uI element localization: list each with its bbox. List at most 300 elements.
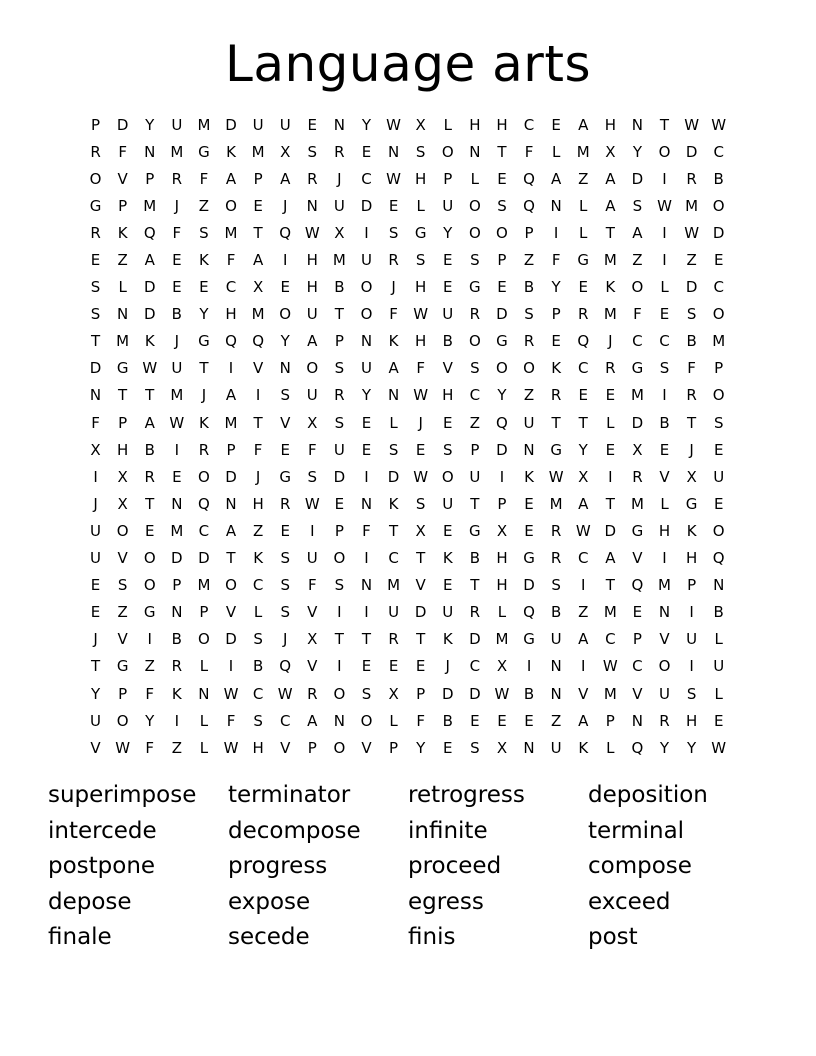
grid-letter: V <box>632 684 643 703</box>
grid-letter: Q <box>712 549 725 568</box>
grid-letter: T <box>90 332 101 351</box>
grid-letter: E <box>551 332 561 351</box>
grid-letter: I <box>147 630 152 649</box>
grid-letter: K <box>171 684 182 703</box>
grid-letter: I <box>499 467 505 486</box>
grid-letter: R <box>90 142 101 161</box>
grid-letter: E <box>713 251 724 270</box>
grid-letter: A <box>280 169 291 188</box>
grid-letter: S <box>686 305 697 324</box>
grid-letter: V <box>659 467 670 486</box>
grid-letter: O <box>712 521 725 540</box>
grid-letter: R <box>605 359 616 378</box>
grid-letter: Q <box>143 223 156 242</box>
grid-letter: Z <box>171 738 182 757</box>
grid-letter: P <box>118 684 128 703</box>
grid-letter: L <box>579 223 588 242</box>
grid-letter: V <box>117 549 128 568</box>
grid-letter: K <box>442 630 453 649</box>
grid-letter: J <box>93 630 98 649</box>
grid-letter: F <box>118 142 127 161</box>
grid-letter: W <box>711 738 727 757</box>
grid-letter: H <box>306 278 318 297</box>
grid-letter: S <box>280 576 290 595</box>
grid-letter: M <box>603 305 617 324</box>
grid-letter: P <box>687 576 697 595</box>
grid-letter: U <box>550 630 562 649</box>
grid-letter: R <box>307 169 318 188</box>
grid-letter: S <box>361 684 372 703</box>
grid-letter: M <box>224 223 238 242</box>
grid-letter: U <box>252 115 264 134</box>
grid-letter: K <box>226 142 236 161</box>
grid-letter: C <box>469 657 481 676</box>
grid-letter: M <box>197 115 211 134</box>
grid-letter: B <box>713 603 724 622</box>
grid-letter: T <box>497 142 507 161</box>
grid-letter: O <box>468 196 481 215</box>
word-bank-item: decompose <box>228 817 361 844</box>
grid-letter: U <box>306 549 318 568</box>
grid-letter: B <box>334 278 345 297</box>
grid-letter: W <box>277 684 293 703</box>
grid-letter: I <box>255 386 261 405</box>
word-bank-item: progress <box>228 853 328 879</box>
grid-letter: B <box>523 684 535 703</box>
grid-letter: O <box>279 305 292 324</box>
grid-letter: I <box>662 251 667 270</box>
grid-letter: T <box>334 305 344 324</box>
grid-letter: E <box>361 440 372 459</box>
grid-letter: S <box>497 196 507 215</box>
grid-letter: Q <box>252 332 265 351</box>
grid-letter: Y <box>416 738 426 757</box>
grid-letter: M <box>332 251 346 270</box>
grid-letter: F <box>389 305 398 324</box>
grid-letter: E <box>144 521 155 540</box>
grid-letter: G <box>496 332 508 351</box>
grid-letter: D <box>116 115 129 134</box>
grid-letter: N <box>171 603 183 622</box>
grid-letter: N <box>550 684 562 703</box>
grid-letter: O <box>306 359 319 378</box>
grid-letter: X <box>496 521 508 540</box>
grid-letter: Y <box>199 305 209 324</box>
grid-letter: F <box>145 738 155 757</box>
grid-letter: E <box>90 603 101 622</box>
grid-letter: M <box>658 576 671 595</box>
grid-letter: J <box>201 386 207 405</box>
grid-letter: I <box>337 603 342 622</box>
word-bank-item: deposition <box>588 782 708 808</box>
grid-letter: P <box>118 413 128 432</box>
grid-letter: D <box>225 630 237 649</box>
grid-letter: I <box>581 576 586 595</box>
grid-letter: N <box>171 494 183 513</box>
grid-letter: M <box>630 494 644 513</box>
grid-letter: Y <box>659 738 670 757</box>
grid-letter: M <box>170 521 184 540</box>
grid-letter: K <box>388 332 399 351</box>
grid-letter: U <box>279 115 291 134</box>
grid-letter: P <box>605 711 615 730</box>
grid-letter: Z <box>632 251 643 270</box>
grid-letter: S <box>443 440 453 459</box>
grid-letter: A <box>144 413 155 432</box>
grid-letter: H <box>442 386 454 405</box>
grid-letter: N <box>225 494 237 513</box>
word-bank-item: post <box>588 924 638 950</box>
grid-letter: B <box>171 630 182 649</box>
grid-letter: E <box>415 440 426 459</box>
grid-letter: S <box>415 494 426 513</box>
grid-letter: C <box>659 332 670 351</box>
grid-letter: L <box>389 711 398 730</box>
grid-letter: T <box>199 359 209 378</box>
word-bank-item: egress <box>408 888 484 915</box>
grid-letter: T <box>470 494 480 513</box>
grid-letter: D <box>523 576 535 595</box>
grid-letter: N <box>360 494 373 513</box>
grid-letter: E <box>443 278 453 297</box>
grid-letter: O <box>468 223 481 242</box>
grid-letter: R <box>550 386 562 405</box>
grid-letter: N <box>713 576 725 595</box>
grid-letter: U <box>171 115 183 134</box>
grid-letter: D <box>469 684 481 703</box>
grid-letter: S <box>307 142 318 161</box>
grid-letter: Z <box>578 169 589 188</box>
grid-letter: M <box>170 142 184 161</box>
grid-letter: M <box>603 684 617 703</box>
grid-letter: O <box>631 278 644 297</box>
grid-letter: X <box>117 467 128 486</box>
grid-letter: Y <box>443 223 453 242</box>
grid-letter: X <box>496 738 508 757</box>
grid-letter: E <box>443 521 453 540</box>
grid-letter: L <box>199 657 209 676</box>
grid-letter: V <box>90 738 101 757</box>
grid-letter: T <box>253 223 263 242</box>
grid-letter: D <box>685 278 698 297</box>
grid-letter: J <box>282 630 288 649</box>
grid-letter: S <box>334 576 345 595</box>
grid-letter: B <box>659 413 670 432</box>
grid-letter: O <box>441 467 454 486</box>
grid-letter: S <box>90 305 101 324</box>
grid-letter: U <box>171 359 183 378</box>
grid-letter: D <box>496 440 508 459</box>
grid-letter: L <box>253 603 263 622</box>
grid-letter: D <box>604 521 617 540</box>
grid-letter: Q <box>496 413 508 432</box>
grid-letter: R <box>279 494 291 513</box>
grid-letter: O <box>116 521 129 540</box>
grid-letter: Y <box>551 278 561 297</box>
grid-letter: H <box>604 115 616 134</box>
grid-letter: C <box>713 142 724 161</box>
grid-letter: S <box>90 278 101 297</box>
grid-letter: Z <box>523 251 535 270</box>
grid-letter: H <box>415 332 427 351</box>
grid-letter: M <box>143 196 157 215</box>
grid-letter: A <box>388 359 399 378</box>
grid-letter: K <box>253 549 264 568</box>
grid-letter: R <box>659 711 670 730</box>
grid-letter: T <box>416 630 426 649</box>
grid-letter: T <box>687 413 697 432</box>
grid-letter: S <box>388 223 399 242</box>
grid-letter: L <box>579 196 588 215</box>
grid-letter: Y <box>361 115 372 134</box>
grid-letter: E <box>524 494 534 513</box>
grid-letter: P <box>497 494 507 513</box>
grid-letter: K <box>388 494 399 513</box>
grid-letter: I <box>662 549 667 568</box>
grid-letter: P <box>145 169 155 188</box>
grid-letter: S <box>280 549 290 568</box>
grid-letter: F <box>307 440 317 459</box>
grid-letter: C <box>361 169 372 188</box>
grid-letter: O <box>658 657 671 676</box>
grid-letter: B <box>252 657 264 676</box>
grid-letter: N <box>658 603 671 622</box>
grid-letter: R <box>171 657 183 676</box>
grid-letter: S <box>253 711 263 730</box>
grid-letter: H <box>252 494 264 513</box>
grid-letter: H <box>117 440 129 459</box>
word-bank-item: proceed <box>408 853 502 879</box>
word-bank-item: depose <box>48 888 132 915</box>
grid-letter: N <box>469 142 481 161</box>
grid-letter: I <box>282 251 288 270</box>
grid-letter: F <box>551 251 561 270</box>
grid-letter: M <box>224 413 238 432</box>
grid-letter: H <box>252 738 264 757</box>
grid-letter: L <box>606 738 615 757</box>
grid-letter: R <box>388 251 399 270</box>
grid-letter: V <box>632 549 643 568</box>
grid-letter: N <box>333 711 345 730</box>
grid-letter: L <box>389 413 398 432</box>
grid-letter: Q <box>577 332 590 351</box>
grid-letter: Q <box>523 169 535 188</box>
grid-letter: A <box>225 169 237 188</box>
grid-letter: L <box>714 630 723 649</box>
grid-letter: E <box>199 278 209 297</box>
grid-letter: J <box>282 196 288 215</box>
grid-letter: A <box>605 196 616 215</box>
grid-letter: O <box>468 332 481 351</box>
grid-letter: W <box>142 359 158 378</box>
grid-letter: P <box>118 196 128 215</box>
grid-letter: J <box>337 169 342 188</box>
grid-letter: O <box>360 278 373 297</box>
grid-letter: W <box>223 684 239 703</box>
grid-letter: N <box>523 440 535 459</box>
grid-letter: G <box>577 251 590 270</box>
grid-letter: Y <box>90 684 101 703</box>
grid-letter: X <box>90 440 101 459</box>
grid-letter: K <box>524 467 534 486</box>
grid-letter: W <box>684 223 700 242</box>
grid-letter: U <box>523 413 535 432</box>
word-bank-item: superimpose <box>48 782 197 808</box>
grid-letter: F <box>226 711 236 730</box>
grid-letter: I <box>608 467 613 486</box>
grid-letter: R <box>388 630 399 649</box>
grid-letter: R <box>469 305 481 324</box>
grid-letter: G <box>414 223 427 242</box>
word-bank-item: terminal <box>588 817 685 844</box>
grid-letter: C <box>388 549 399 568</box>
grid-letter: P <box>714 359 724 378</box>
grid-letter: E <box>280 278 290 297</box>
grid-letter: K <box>442 549 453 568</box>
grid-letter: R <box>198 440 210 459</box>
grid-letter: Z <box>551 711 562 730</box>
grid-letter: G <box>469 521 481 540</box>
grid-letter: Y <box>687 738 697 757</box>
grid-letter: J <box>608 332 613 351</box>
grid-letter: W <box>169 413 185 432</box>
grid-letter: R <box>334 386 345 405</box>
grid-letter: E <box>388 657 399 676</box>
grid-letter: P <box>497 251 507 270</box>
grid-letter: C <box>252 576 264 595</box>
grid-letter: Z <box>198 196 210 215</box>
grid-letter: R <box>171 169 183 188</box>
grid-letter: I <box>662 223 667 242</box>
grid-letter: V <box>307 657 318 676</box>
grid-letter: C <box>632 332 643 351</box>
grid-letter: N <box>631 115 644 134</box>
grid-letter: E <box>415 657 426 676</box>
grid-letter: S <box>253 630 263 649</box>
grid-letter: T <box>334 630 344 649</box>
grid-letter: G <box>550 440 562 459</box>
grid-letter: J <box>174 332 180 351</box>
grid-letter: N <box>306 196 318 215</box>
grid-letter: A <box>225 521 237 540</box>
grid-letter: O <box>441 142 454 161</box>
grid-letter: O <box>333 738 346 757</box>
grid-letter: A <box>225 386 237 405</box>
grid-letter: P <box>253 169 263 188</box>
grid-letter: W <box>386 169 401 188</box>
grid-letter: A <box>578 630 589 649</box>
grid-letter: F <box>253 440 263 459</box>
grid-letter: Y <box>145 711 155 730</box>
grid-letter: D <box>631 413 644 432</box>
grid-letter: I <box>93 467 98 486</box>
grid-letter: E <box>497 711 507 730</box>
grid-letter: I <box>662 169 667 188</box>
grid-letter: D <box>143 278 156 297</box>
grid-letter: E <box>361 657 372 676</box>
grid-letter: E <box>551 115 561 134</box>
grid-letter: R <box>578 305 589 324</box>
grid-letter: T <box>226 549 236 568</box>
grid-letter: I <box>526 657 532 676</box>
grid-letter: C <box>469 386 481 405</box>
grid-letter: Z <box>117 603 128 622</box>
grid-letter: W <box>684 115 700 134</box>
grid-letter: Y <box>361 386 372 405</box>
grid-letter: Q <box>631 738 644 757</box>
grid-letter: I <box>364 223 369 242</box>
grid-letter: S <box>551 576 561 595</box>
grid-letter: O <box>496 223 508 242</box>
grid-letter: U <box>333 440 345 459</box>
grid-letter: J <box>689 440 694 459</box>
grid-letter: O <box>658 142 671 161</box>
grid-letter: K <box>144 332 155 351</box>
grid-letter: F <box>307 576 317 595</box>
grid-letter: U <box>90 711 102 730</box>
grid-letter: E <box>443 738 453 757</box>
grid-letter: C <box>577 549 589 568</box>
grid-letter: S <box>307 467 318 486</box>
grid-letter: E <box>443 251 453 270</box>
grid-letter: Q <box>225 332 237 351</box>
grid-letter: S <box>470 251 480 270</box>
grid-letter: R <box>550 549 562 568</box>
grid-letter: N <box>198 684 210 703</box>
grid-letter: M <box>251 305 265 324</box>
grid-letter: I <box>553 223 559 242</box>
grid-letter: E <box>443 413 453 432</box>
grid-letter: U <box>442 494 454 513</box>
grid-letter: U <box>388 603 400 622</box>
grid-letter: G <box>523 549 535 568</box>
grid-letter: U <box>686 630 698 649</box>
grid-letter: X <box>388 684 399 703</box>
grid-letter: P <box>443 169 453 188</box>
grid-letter: D <box>441 684 454 703</box>
grid-letter: U <box>469 467 481 486</box>
grid-letter: E <box>605 386 616 405</box>
grid-letter: P <box>632 630 642 649</box>
grid-letter: X <box>334 223 345 242</box>
grid-letter: Z <box>144 657 155 676</box>
grid-letter: E <box>172 251 182 270</box>
grid-letter: F <box>524 142 534 161</box>
grid-letter: V <box>307 603 318 622</box>
grid-letter: W <box>386 115 401 134</box>
grid-letter: C <box>225 278 237 297</box>
grid-letter: B <box>144 440 155 459</box>
grid-letter: H <box>685 549 698 568</box>
grid-letter: E <box>172 467 182 486</box>
grid-letter: M <box>251 142 265 161</box>
grid-letter: H <box>415 169 427 188</box>
grid-letter: V <box>361 738 372 757</box>
grid-letter: R <box>686 169 697 188</box>
grid-letter: D <box>171 549 183 568</box>
grid-letter: M <box>495 630 509 649</box>
word-bank <box>48 778 768 956</box>
grid-letter: Z <box>686 251 697 270</box>
grid-letter: S <box>117 576 128 595</box>
grid-letter: R <box>523 332 535 351</box>
word-bank-item: terminator <box>228 782 351 808</box>
grid-letter: S <box>470 359 480 378</box>
grid-letter: T <box>605 576 615 595</box>
grid-letter: W <box>548 467 564 486</box>
grid-letter: M <box>549 494 563 513</box>
grid-letter: G <box>89 196 102 215</box>
